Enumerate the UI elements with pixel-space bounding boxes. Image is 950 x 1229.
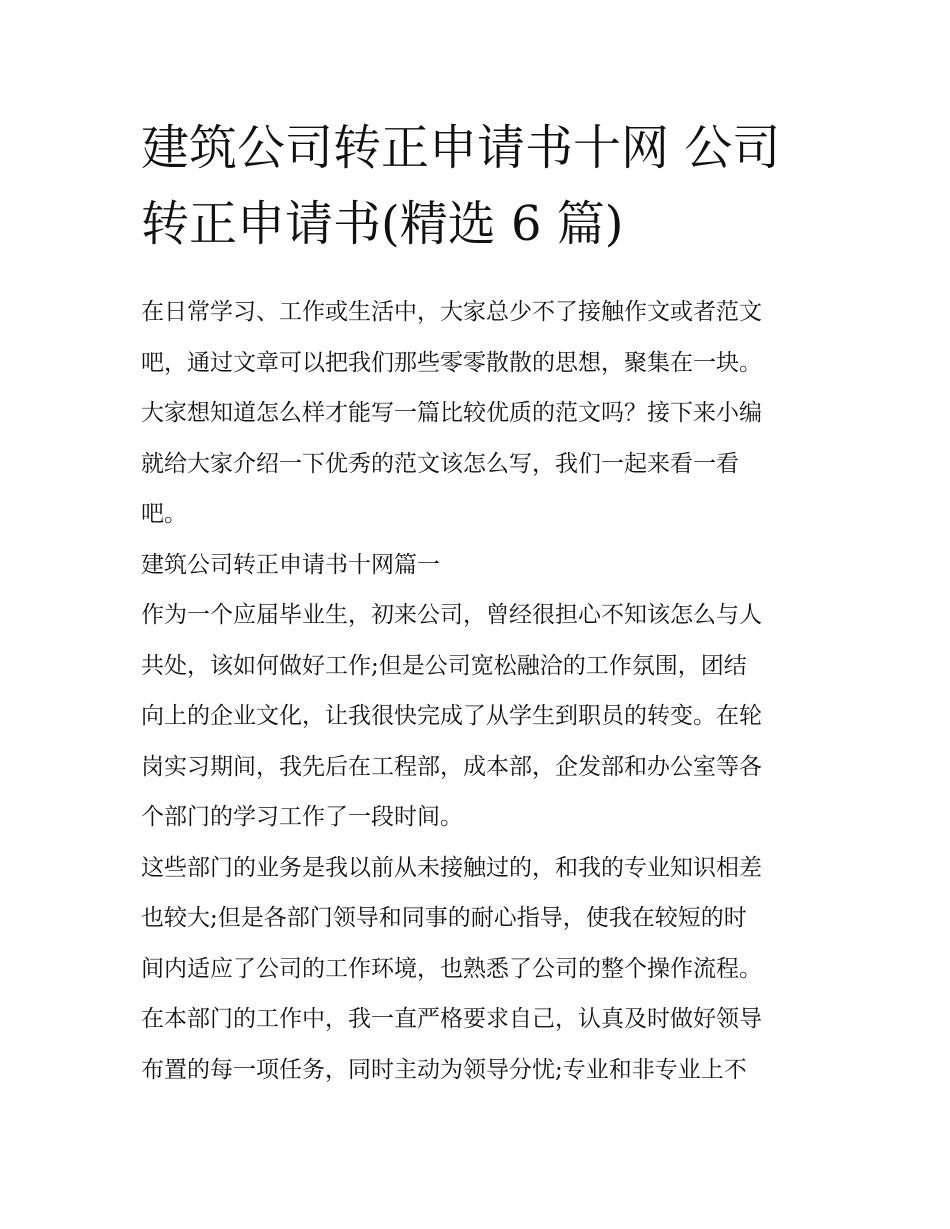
document-title: 建筑公司转正申请书十网 公司 转正申请书(精选 6 篇) — [141, 120, 781, 252]
section-heading: 建筑公司转正申请书十网篇一 — [141, 551, 440, 578]
document-content — [141, 110, 813, 1095]
body-paragraph: 这些部门的业务是我以前从未接触过的，和我的专业知识相差 也较大;但是各部门领导和同事的耐心指导，使我在较短的时 间内适应了公司的工作环境，也熟悉了公司的整个操作流程。 在本部门的工作中，我一直严格要求自己，认真及时做好领导 布置的每一项任务，同时主动为领导分忧;专业和非专业上不 — [141, 854, 762, 1083]
intro-paragraph: 在日常学习、工作或生活中，大家总少不了接触作文或者范文 吧，通过文章可以把我们那些零零散散的思想，聚集在一块。 大家想知道怎么样才能写一篇比较优质的范文吗？接下来小编 就给大家介绍一下优秀的范文该怎么写，我们一起来看一看 吧。 — [141, 299, 762, 527]
body-paragraph: 作为一个应届毕业生，初来公司，曾经很担心不知该怎么与人 共处，该如何做好工作;但是公司宽松融洽的工作氛围，团结 向上的企业文化，让我很快完成了从学生到职员的转变。在轮 岗实习期间，我先后在工程部，成本部，企发部和办公室等各 个部门的学习工作了一段时间。 — [141, 602, 762, 830]
